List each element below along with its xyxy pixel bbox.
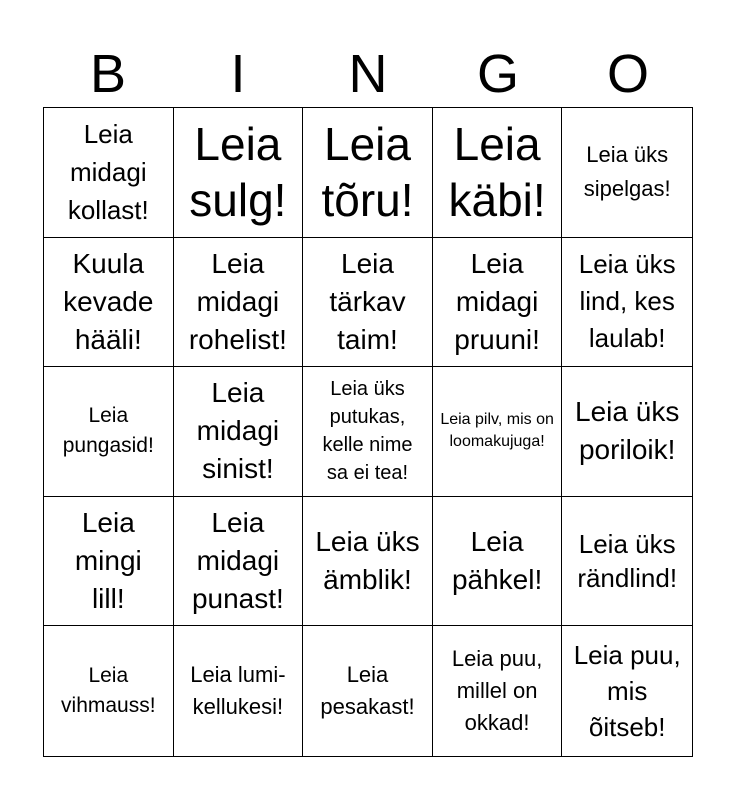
bingo-cell[interactable] xyxy=(44,238,174,368)
cell-text: Leia midagi pruuni! xyxy=(454,247,540,355)
bingo-cell[interactable] xyxy=(174,497,304,627)
cell-text: Leia üks poriloik! xyxy=(575,396,680,466)
bingo-cell[interactable] xyxy=(303,238,433,368)
bingo-cell[interactable] xyxy=(303,108,433,238)
cell-text: Leia pesakast! xyxy=(320,662,415,720)
cell-text: Leia tõru! xyxy=(321,118,414,227)
header-letter-b: B xyxy=(89,44,127,104)
cell-text: Leia midagi kollast! xyxy=(67,119,149,226)
bingo-cell[interactable] xyxy=(433,238,563,368)
cell-text: Kuula kevade hääli! xyxy=(63,247,154,355)
cell-text: Leia üks ämblik! xyxy=(315,526,420,596)
bingo-cell[interactable] xyxy=(562,367,692,497)
cell-text: Leia pungasid! xyxy=(62,404,154,458)
cell-text: Leia käbi! xyxy=(448,118,546,227)
bingo-cell[interactable] xyxy=(562,238,692,368)
bingo-cell[interactable] xyxy=(174,108,304,238)
cell-text: Leia lumi-kellukesi! xyxy=(190,662,286,720)
cell-text: Leia midagi punast! xyxy=(191,507,284,615)
cell-text: Leia pähkel! xyxy=(451,526,543,596)
cell-text: Leia puu, millel on okkad! xyxy=(451,646,543,736)
bingo-board xyxy=(43,107,693,757)
cell-text: Leia sulg! xyxy=(189,118,287,227)
bingo-cell[interactable] xyxy=(433,626,563,756)
header-letter-n: N xyxy=(348,44,388,104)
bingo-cell[interactable] xyxy=(44,108,174,238)
header-letter-g: G xyxy=(476,44,519,104)
cell-text: Leia vihmauss! xyxy=(61,664,156,718)
cell-text: Leia mingi lill! xyxy=(74,507,142,615)
bingo-cell[interactable] xyxy=(562,108,692,238)
bingo-cell[interactable] xyxy=(44,497,174,627)
cell-text: Leia midagi rohelist! xyxy=(188,247,287,355)
bingo-cell[interactable] xyxy=(433,367,563,497)
cell-text: Leia üks lind, kes laulab! xyxy=(578,249,676,354)
bingo-cell[interactable] xyxy=(562,626,692,756)
bingo-cell[interactable] xyxy=(174,238,304,368)
bingo-cell[interactable] xyxy=(174,367,304,497)
bingo-cell[interactable] xyxy=(44,367,174,497)
cell-text: Leia tärkav taim! xyxy=(329,247,406,355)
bingo-header xyxy=(43,40,693,108)
bingo-cell[interactable] xyxy=(562,497,692,627)
cell-text: Leia üks sipelgas! xyxy=(583,142,671,202)
cell-text: Leia üks putukas, kelle nime sa ei tea! xyxy=(322,378,413,485)
bingo-cell[interactable] xyxy=(433,497,563,627)
cell-text: Leia puu, mis õitseb! xyxy=(573,640,681,743)
header-letter-i: I xyxy=(230,44,246,104)
bingo-cell[interactable] xyxy=(303,497,433,627)
cell-text: Leia üks rändlind! xyxy=(577,529,678,594)
header-letter-o: O xyxy=(606,44,649,104)
bingo-cell[interactable] xyxy=(433,108,563,238)
bingo-cell[interactable] xyxy=(174,626,304,756)
bingo-cell[interactable] xyxy=(303,626,433,756)
bingo-cell[interactable] xyxy=(303,367,433,497)
bingo-cell[interactable] xyxy=(44,626,174,756)
cell-text: Leia pilv, mis on loomakujuga! xyxy=(440,411,554,451)
cell-text: Leia midagi sinist! xyxy=(196,377,280,485)
